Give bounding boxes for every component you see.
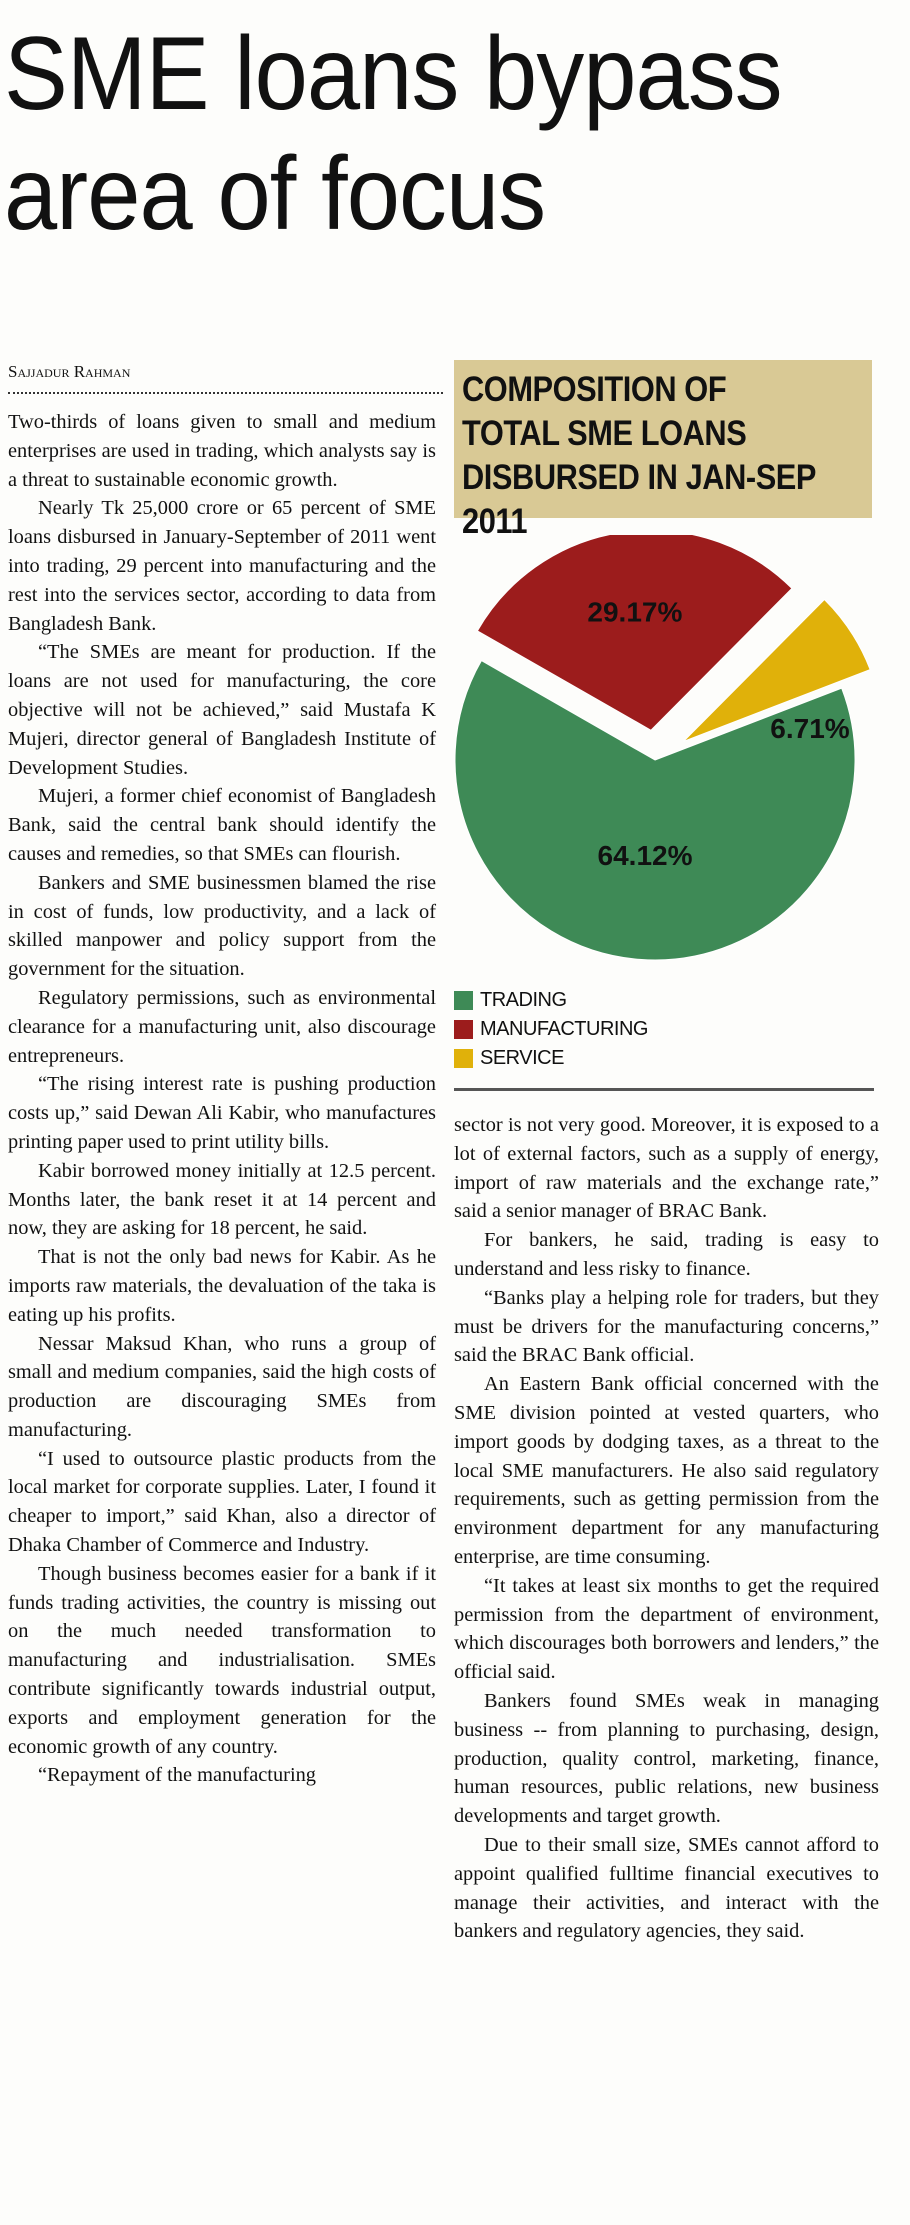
legend-item-manufacturing	[454, 1015, 874, 1044]
legend-swatch	[454, 1020, 473, 1039]
byline: Sajjadur Rahman	[8, 362, 443, 394]
article-paragraph: “I used to outsource plastic products from the local market for corporate supplies. Later, I found it cheaper to import,” said Khan, also a director of Dhaka Chamber of Commerce and Industry.	[8, 1447, 436, 1557]
article-paragraph: Kabir borrowed money initially at 12.5 percent. Months later, the bank reset it at 14 percent and now, they are asking for 18 percent, he said.	[8, 1159, 436, 1240]
legend-label: SERVICE	[480, 1047, 564, 1069]
article-paragraph: Though business becomes easier for a bank if it funds trading activities, the country is missing out on the much needed transformation to manufacturing and industrialisation. SMEs contribute significantly towards industrial output, exports and employment generation for the economic growth of any country.	[8, 1562, 436, 1758]
article-paragraph: Due to their small size, SMEs cannot afford to appoint qualified fulltime financial executives to manage their activities, and interact with the bankers and regulatory agencies, they said.	[454, 1833, 879, 1943]
article-paragraph: That is not the only bad news for Kabir. As he imports raw materials, the devaluation of the taka is eating up his profits.	[8, 1246, 436, 1326]
article-paragraph: sector is not very good. Moreover, it is exposed to a lot of external factors, such as a supply of energy, import of raw materials and the exchange rate,” said a senior manager of BRAC Bank.	[454, 1114, 879, 1223]
article-paragraph: Bankers found SMEs weak in managing business -- from planning to purchasing, design, production, quality control, marketing, finance, human resources, public relations, new business developments and target growth.	[454, 1689, 879, 1828]
pie-chart	[440, 535, 870, 975]
legend-item-service	[454, 1044, 874, 1073]
chart-legend	[454, 986, 874, 1073]
legend-label: TRADING	[480, 989, 567, 1011]
article-paragraph: Bankers and SME businessmen blamed the rise in cost of funds, low productivity, and a lack of skilled manpower and policy support from the government for the situation.	[8, 871, 436, 981]
legend-swatch	[454, 1049, 473, 1068]
article-paragraph: “The SMEs are meant for production. If the loans are not used for manufacturing, the core objective will not be achieved,” said Mustafa K Mujeri, director general of Bangladesh Institute of Development Studies.	[8, 641, 436, 779]
article-paragraph: Nearly Tk 25,000 crore or 65 percent of SME loans disbursed in January-September of 2011 went into trading, 29 percent into manufacturing and the rest into the services sector, according to data from Bangladesh Bank.	[8, 497, 436, 635]
article-paragraph: Nessar Maksud Khan, who runs a group of small and medium companies, said the high costs of production are discouraging SMEs from manufacturing.	[8, 1332, 436, 1441]
pie-label-service: 6.71%	[770, 713, 850, 744]
legend-swatch	[454, 991, 473, 1010]
chart-title: COMPOSITION OF TOTAL SME LOANS DISBURSED IN JAN-SEP 2011	[462, 370, 816, 541]
legend-label: MANUFACTURING	[480, 1018, 648, 1040]
pie-label-trading: 64.12%	[597, 840, 693, 871]
pie-label-manufacturing: 29.17%	[587, 596, 683, 628]
article-column-right	[454, 1111, 879, 1946]
headline: SME loans bypass area of focus	[4, 16, 782, 252]
article-paragraph: “The rising interest rate is pushing production costs up,” said Dewan Ali Kabir, who manufactures printing paper used to print utility bills.	[8, 1073, 436, 1153]
article-paragraph: Regulatory permissions, such as environmental clearance for a manufacturing unit, also discourage entrepreneurs.	[8, 986, 436, 1067]
chart-divider	[454, 1088, 874, 1091]
article-paragraph: “It takes at least six months to get the required permission from the department of environment, which discourages both borrowers and lenders,” the official said.	[454, 1574, 879, 1684]
article-paragraph: “Repayment of the manufacturing	[38, 1764, 317, 1787]
article-paragraph: Two-thirds of loans given to small and medium enterprises are used in trading, which analysts say is a threat to sustainable economic growth.	[8, 411, 436, 491]
article-column-left	[8, 408, 436, 1790]
article-paragraph: An Eastern Bank official concerned with the SME division pointed at vested quarters, who import goods by dodging taxes, as a threat to the local SME manufacturers. He also said regulatory requirements, such as getting permission from the environment department for any manufacturing enterprise, are time consuming.	[454, 1373, 879, 1568]
article-paragraph: Mujeri, a former chief economist of Bangladesh Bank, said the central bank should identify the causes and remedies, so that SMEs can flourish.	[8, 785, 436, 865]
legend-item-trading	[454, 986, 874, 1015]
article-paragraph: For bankers, he said, trading is easy to understand and less risky to finance.	[454, 1229, 879, 1280]
article-paragraph: “Banks play a helping role for traders, but they must be drivers for the manufacturing concerns,” said the BRAC Bank official.	[454, 1286, 879, 1367]
